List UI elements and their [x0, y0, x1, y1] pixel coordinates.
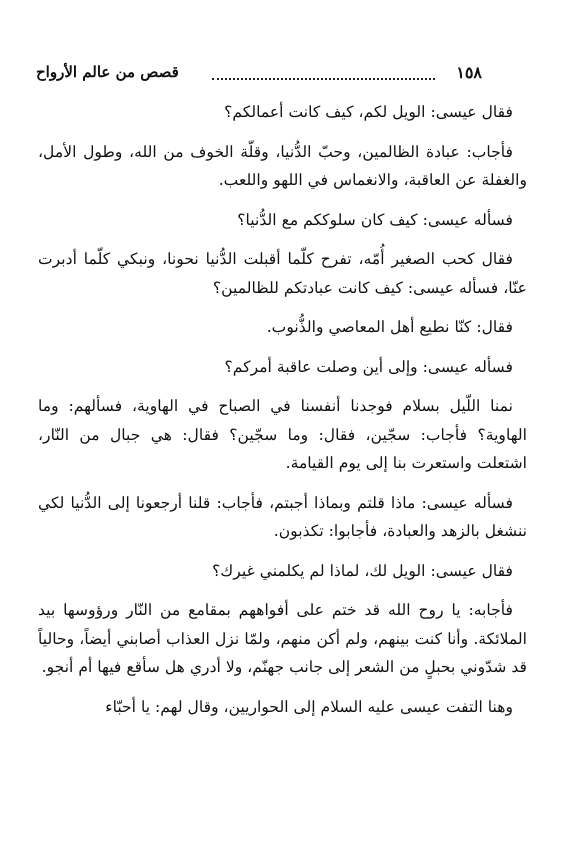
paragraph: فسأله عيسى: ماذا قلتم وبماذا أجبتم، فأجاب: قلنا أرجعونا إلى الدُّنيا لكي ننشغل بالزهد والعبادة، فأجابوا: تكذبون.	[38, 493, 527, 540]
paragraph: فأجابه: يا روح الله قد ختم على أفواههم بمقامع من النّار ورؤوسها بيد الملائكة. وأنا كنت بينهم، ولم أكن منهم، ولمّا نزل العذاب أصابني أيضاً، وحالياً قد شدّوني بحبلٍ من الشعر إلى جانب جهنّم، ولا أدري هل سأقع فيها أم أنجو.	[38, 601, 527, 676]
page-number: ١٥٨	[456, 63, 482, 82]
paragraph: فسأله عيسى: وإلى أين وصلت عاقبة أمركم؟	[224, 357, 513, 376]
paragraph: وهنا التفت عيسى عليه السلام إلى الحواريين، وقال لهم: يا أحبّاء	[105, 697, 513, 716]
book-title: قصص من عالم الأرواح	[36, 63, 179, 81]
page-body	[38, 98, 527, 732]
paragraph: فقال عيسى: الويل لك، لماذا لم يكلمني غيرك؟	[212, 561, 513, 580]
paragraph: فأجاب: عبادة الظالمين، وحبّ الدُّنيا، وقلّة الخوف من الله، وطول الأمل، والغفلة عن العاقبة، والانغماس في اللهو واللعب.	[38, 142, 527, 189]
paragraph: فقال: كنّا نطيع أهل المعاصي والذُّنوب.	[266, 318, 513, 336]
header-dotted-leader	[212, 78, 435, 80]
paragraph: نمنا اللّيل بسلام فوجدنا أنفسنا في الصباح في الهاوية، فسألهم: وما الهاوية؟ فأجاب: سجّين، فقال: وما سجّين؟ فقال: هي جبال من النّار، اشتعلت واستعرت بنا إلى يوم القيامة.	[38, 397, 527, 472]
paragraph: فسأله عيسى: كيف كان سلوككم مع الدُّنيا؟	[237, 210, 513, 229]
paragraph: فقال عيسى: الويل لكم، كيف كانت أعمالكم؟	[224, 103, 513, 121]
paragraph: فقال كحب الصغير أُمّه، تفرح كلّما أقبلت الدُّنيا نحونا، ونبكي كلّما أدبرت عنّا، فسأله عيسى: كيف كانت عبادتكم للظالمين؟	[38, 250, 527, 297]
